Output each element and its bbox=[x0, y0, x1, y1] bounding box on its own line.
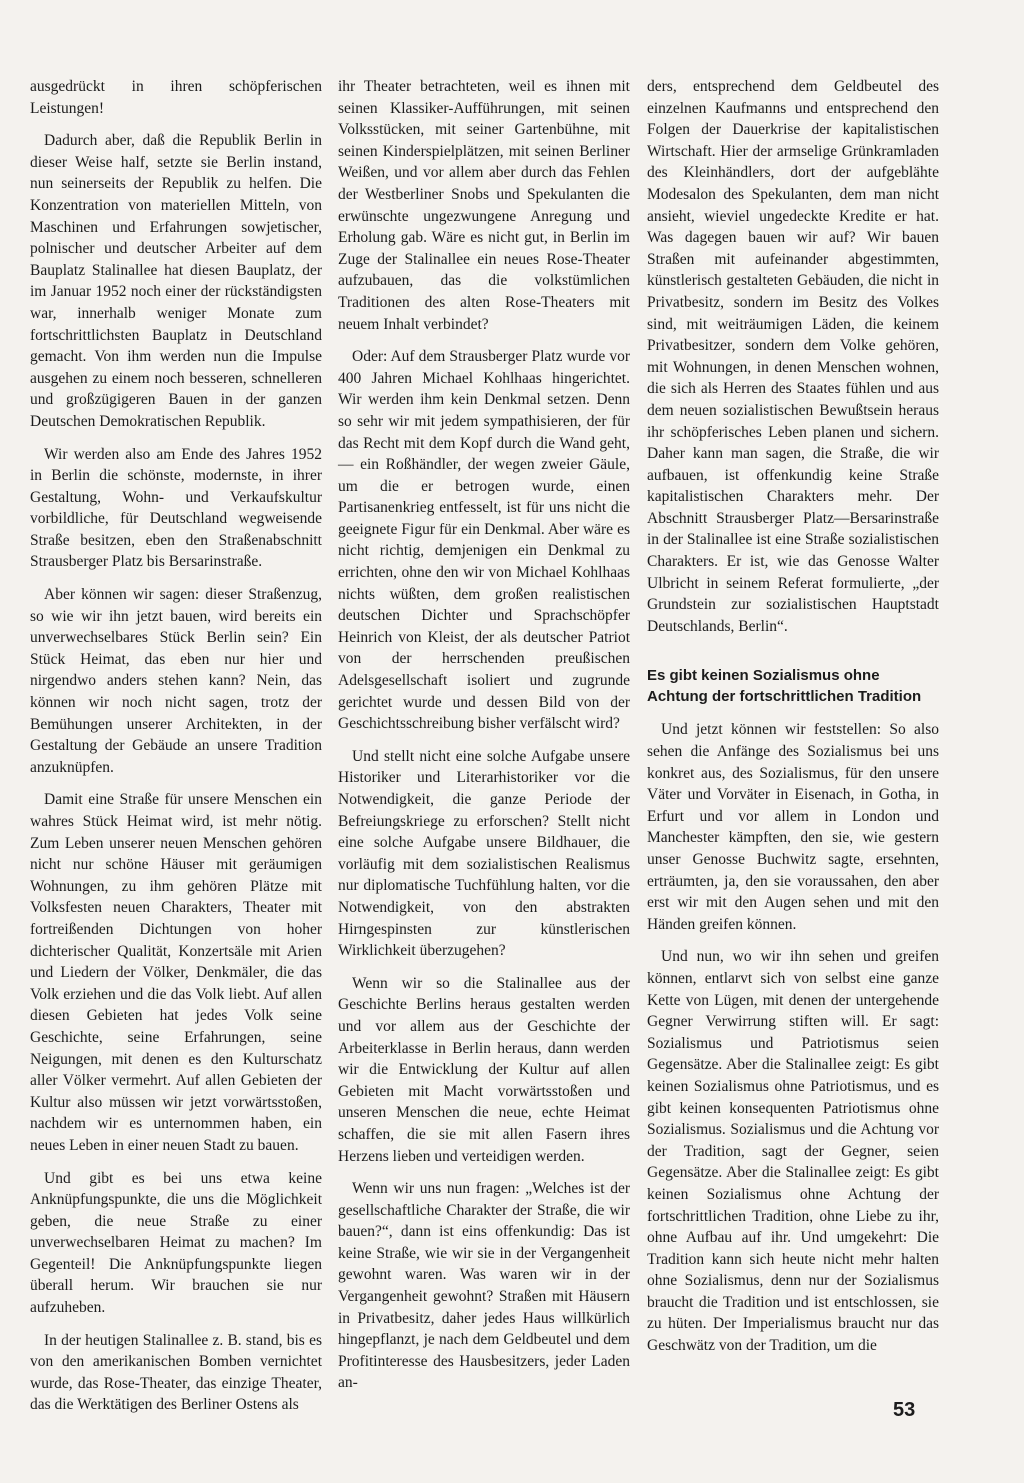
paragraph: Damit eine Straße für unsere Menschen ein wahres Stück Heimat wird, ist mehr nötig. Zum Leben unserer neuen Menschen gehören nicht nur schöne Häuser mit geräumigen Wohnungen, zu ihm gehören Plätze mit Volksfesten neuen Charakters, Theater mit fortreißenden Dichtungen von hoher dichterischer Qualität, Konzertsäle mit Arien und Liedern der Völker, Denkmäler, die das Volk erziehen und die das Volk liebt. Auf allen diesen Gebieten hat jedes Volk seine Geschichte, seine Erfahrungen, seine Neigungen, mit denen es den Kulturschatz aller Völker vermehrt. Auf allen Gebieten der Kultur also müssen wir jetzt vorwärtsstoßen, nachdem wir es unternommen haben, ein neues Leben in einer neuen Stadt zu bauen. bbox=[30, 791, 322, 1154]
paragraph: In der heutigen Stalinallee z. B. stand, bis es von den amerikanischen Bomben vernichtet wurde, das Rose-Theater, das einzige Theater, das die Werktätigen des Berliner Ostens als bbox=[30, 1331, 322, 1414]
text-column-1 bbox=[30, 76, 322, 1427]
paragraph: Und gibt es bei uns etwa keine Anknüpfungspunkte, die uns die Möglichkeit geben, die neue Straße zu einer unverwechselbaren Heimat zu machen? Im Gegenteil! Die Anknüpfungspunkte liegen überall herum. Wir brauchen sie nur aufzuheben. bbox=[30, 1169, 322, 1317]
page-number: 53 bbox=[893, 1399, 916, 1421]
text-column-3 bbox=[647, 76, 939, 1368]
paragraph: Aber können wir sagen: dieser Straßenzug, so wie wir ihn jetzt bauen, wird bereits ein unverwechselbares Stück Berlin sein? Ein Stück Heimat, das eben nur hier und nirgendwo anders stehen kann? Nein, das können wir noch nicht sagen, trotz der Bemühungen unserer Architekten, in der Gestaltung der Gebäude an unsere Tradition anzuknüpfen. bbox=[30, 586, 322, 776]
paragraph: Wenn wir uns nun fragen: „Welches ist der gesellschaftliche Charakter der Straße, die wir bauen?“, dann ist eins offenkundig: Das ist keine Straße, wie wir sie in der Vergangenheit gewohnt waren. Was waren wir in der Vergangenheit gewohnt? Straßen mit Häusern in Privatbesitz, daher jedes Haus willkürlich hingepflanzt, je nach dem Geldbeutel und dem Profitinteresse des Hausbesitzers, jeder Laden an- bbox=[338, 1180, 630, 1392]
paragraph: Dadurch aber, daß die Republik Berlin in dieser Weise half, setzte sie Berlin instand, nun seinerseits der Republik zu helfen. Die Konzentration von materiellen Mitteln, von Maschinen und Erfahrungen sowjetischer, polnischer und deutscher Arbeiter auf dem Bauplatz Stalinallee hat diesen Bauplatz, der im Januar 1952 noch einer der rückständigsten war, innerhalb weniger Monate zum fortschrittlichsten Bauplatz in Deutschland gemacht. Von ihm werden nun die Impulse ausgehen zu einem noch besseren, schnelleren und großzügigeren Bauen in der ganzen Deutschen Demokratischen Republik. bbox=[30, 132, 322, 430]
paragraph: Oder: Auf dem Strausberger Platz wurde vor 400 Jahren Michael Kohlhaas hingerichtet. Wir werden ihm kein Denkmal setzen. Denn so sehr wir mit jedem sympathisieren, der für das Recht mit dem Kopf durch die Wand geht, — ein Roßhändler, der wegen zweier Gäule, um die er betrogen wurde, einen Partisanenkrieg entfesselt, ist für uns nicht die geeignete Figur für ein Denkmal. Aber wäre es nicht richtig, demjenigen ein Denkmal zu errichten, ohne den wir von Michael Kohlhaas nichts wüßten, dem großen realistischen deutschen Dichter und Sprachschöpfer Heinrich von Kleist, der als deutscher Patriot von der herrschenden preußischen Adelsgesellschaft isoliert und zugrunde gerichtet wurde und dessen Bild von der Geschichtsschreibung bisher verfälscht wird? bbox=[338, 348, 630, 733]
paragraph: Und stellt nicht eine solche Aufgabe unsere Historiker und Literarhistoriker vor die Notwendigkeit, die ganze Periode der Befreiungskriege zu erforschen? Stellt nicht eine solche Aufgabe unsere Bildhauer, die vorläufig mit dem sozialistischen Realismus nur diplomatische Tuchfühlung halten, vor die Notwendigkeit, von den abstrakten Hirngespinsten zur künstlerischen Wirklichkeit überzugehen? bbox=[338, 747, 630, 960]
paragraph: ihr Theater betrachteten, weil es ihnen mit seinen Klassiker-Aufführungen, mit seinen Volksstücken, mit seiner Gartenbühne, mit seinen Kinderspielplätzen, mit seinen Berliner Weißen, und vor allem aber durch das Fehlen der Westberliner Snobs und Spekulanten die erwünschte ungezwungene Anregung und Erholung gab. Wäre es nicht gut, in Berlin im Zuge der Stalinallee ein neues Rose-Theater aufzubauen, das die volkstümlichen Traditionen des alten Rose-Theaters mit neuem Inhalt verbindet? bbox=[338, 78, 630, 333]
section-heading: Es gibt keinen Sozialismus ohne Achtung der fortschrittlichen Tradition bbox=[647, 667, 922, 706]
paragraph: ders, entsprechend dem Geldbeutel des einzelnen Kaufmanns und entsprechend den Folgen der Dauerkrise der kapitalistischen Wirtschaft. Hier der armselige Grünkramladen des Kleinhändlers, dort der aufgeblähte Modesalon des Spekulanten, dem man nicht ansieht, wieviel ungedeckte Kredite er hat. Was dagegen bauen wir auf? Wir bauen Straßen mit aufeinander abgestimmten, künstlerisch gestalteten Gebäuden, die nicht in Privatbesitz, sondern im Besitz des Volkes sind, mit weiträumigen Läden, die keinem Privatbesitzer, sondern dem Volke gehören, mit Wohnungen, in denen Menschen wohnen, die sich als Herren des Staates fühlen und aus dem neuen sozialistischen Bewußtsein heraus ihr schöpferisches Leben planen und sichern. Daher kann man sagen, die Straße, die wir aufbauen, ist offenkundig keine Straße kapitalistischen Charakters mehr. Der Abschnitt Strausberger Platz—Bersarinstraße in der Stalinallee ist eine Straße sozialistischen Charakters. Er ist, wie das Genosse Walter Ulbricht in seinem Referat formulierte, „der Grundstein zur sozialistischen Hauptstadt Deutschlands, Berlin“. bbox=[647, 78, 939, 635]
paragraph: Und nun, wo wir ihn sehen und greifen können, entlarvt sich von selbst eine ganze Kette von Lügen, mit denen der untergehende Gegner Verwirrung stiften will. Er sagt: Sozialismus und Patriotismus seien Gegensätze. Aber die Stalinallee zeigt: Es gibt keinen Sozialismus ohne Patriotismus, und es gibt keinen konsequenten Patriotismus ohne Sozialismus. Sozialismus und die Achtung vor der Tradition, sagt der Gegner, seien Gegensätze. Aber die Stalinallee zeigt: Es gibt keinen Sozialismus ohne Achtung der fortschrittlichen Tradition, ohne Liebe zu ihr, ohne Aufbau auf ihr. Und umgekehrt: Die Tradition kann sich heute nicht mehr halten ohne Sozialismus, denn nur der Sozialismus braucht die Tradition und ist entschlossen, sie zu hüten. Der Imperialismus braucht nur das Geschwätz von der Tradition, um die bbox=[647, 948, 939, 1355]
paragraph: Wenn wir so die Stalinallee aus der Geschichte Berlins heraus gestalten werden und vor allem aus der Geschichte der Arbeiterklasse in Berlin heraus, dann werden wir die Entwicklung der Kultur auf allen Gebieten mit Macht vorwärtsstoßen und unseren Menschen die neue, echte Heimat schaffen, die sie mit allen Fasern ihres Herzens lieben und verteidigen werden. bbox=[338, 974, 630, 1165]
paragraph: Wir werden also am Ende des Jahres 1952 in Berlin die schönste, modernste, in ihrer Gestaltung, Wohn- und Verkaufskultur vorbildliche, für Deutschland wegweisende Straße besitzen, eben den Straßenabschnitt Strausberger Platz bis Bersarinstraße. bbox=[30, 445, 322, 571]
paragraph: ausgedrückt in ihren schöpferischen Leistungen! bbox=[30, 78, 322, 117]
text-column-2 bbox=[338, 76, 630, 1405]
paragraph: Und jetzt können wir feststellen: So also sehen die Anfänge des Sozialismus bei uns konkret aus, des Sozialismus, für den unsere Väter und Vorväter in Eisenach, in Gotha, in Erfurt und vor allem in London und Manchester kämpften, den sie, wie gestern unser Genosse Buchwitz sagte, ersehnten, erträumten, ja, den sie voraussahen, den aber erst wir mit den Augen sehen und mit den Händen greifen können. bbox=[647, 721, 939, 933]
